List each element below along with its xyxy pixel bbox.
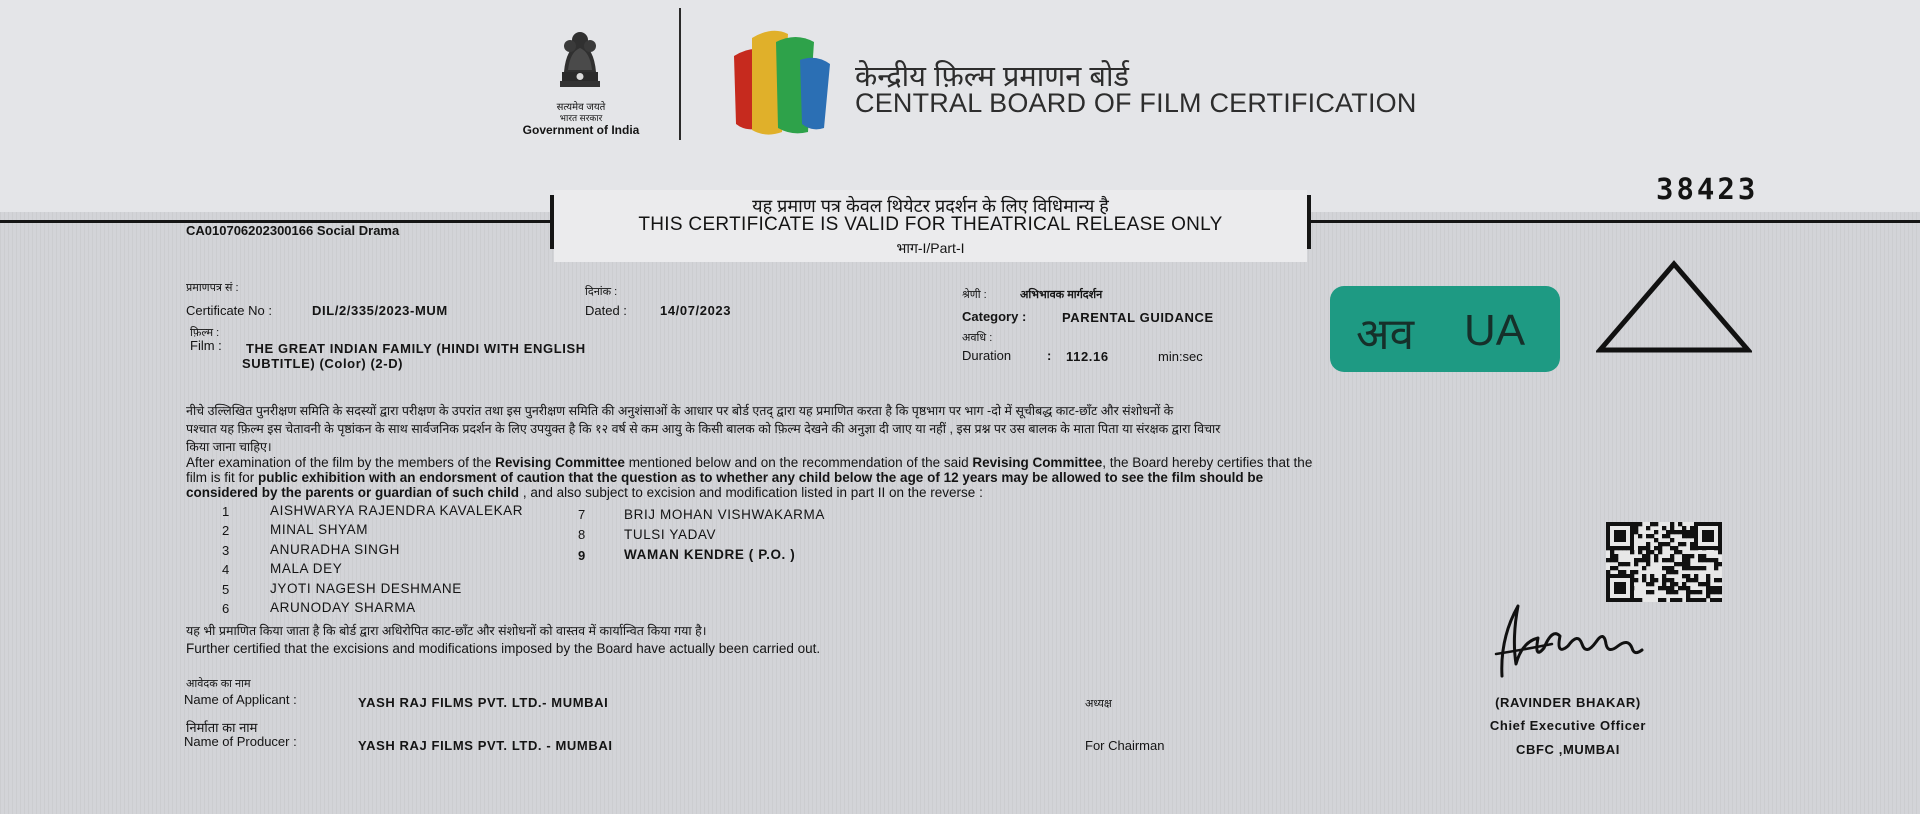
rating-badge [1330,286,1560,372]
film-strip-logo-icon [730,20,840,138]
applicant-hindi: आवेदक का नाम [186,678,251,690]
member-number: 1 [222,504,230,519]
duration-value: 112.16 [1066,349,1109,364]
category-value: PARENTAL GUIDANCE [1062,310,1214,325]
member-name: ANURADHA SINGH [270,542,400,557]
right-rule-line [1311,220,1920,223]
signatory-office: CBFC ,MUMBAI [1516,742,1620,757]
certificate-no-label: Certificate No : [186,303,272,318]
body-hindi-line2: पश्चात यह फ़िल्म इस चेतावनी के पृष्ठांकन के साथ सार्वजनिक प्रदर्शन के लिए उपयुक्त है कि १२ वर्ष से कम आयु के किसी बालक को फ़िल्म देखने की अनुज्ञा दी जाए या नहीं , इस प्रश्न पर उस बालक के माता पिता या संरक्षक द्वारा विचार [186,422,1221,436]
qr-code [1606,522,1722,602]
for-chairman-label: For Chairman [1085,738,1165,753]
rating-badge-hindi: अव [1356,310,1415,359]
dated-label: Dated : [585,303,627,318]
duration-colon: : [1047,348,1052,363]
duration-hindi: अवधि : [962,332,993,344]
cbfc-logo [730,20,840,138]
member-name: TULSI YADAV [624,527,717,542]
emblem-motto: सत्यमेव जयते [556,102,606,113]
body-p1-a: After examination of the film by the members of the [186,455,496,470]
film-label: Film : [190,338,222,353]
member-number: 9 [578,548,586,563]
category-hindi-value: अभिभावक मार्गदर्शन [1020,289,1103,301]
government-of-india-label: Government of India [522,123,640,137]
reference-code: CA010706202300166 Social Drama [186,223,400,238]
national-emblem [540,22,620,100]
board-name-hindi: केन्द्रीय फ़िल्म प्रमाणन बोर्ड [855,61,1129,93]
further-english: Further certified that the excisions and modifications imposed by the Board have actually been carried out. [186,641,821,656]
serial-number: 38423 [1656,172,1759,206]
dated-hindi: दिनांक : [585,286,618,298]
triangle-icon [1596,260,1752,356]
body-english-line3 [186,485,983,501]
member-name: MALA DEY [270,561,343,576]
producer-label: Name of Producer : [184,734,297,749]
board-name-english: CENTRAL BOARD OF FILM CERTIFICATION [855,88,1417,118]
member-number: 4 [222,562,230,577]
body-p1-e: , the Board hereby certifies that the [1102,455,1313,470]
body-p2-b: public exhibition with an endorsment of caution that the question as to whether any child below the age of 12 years may be allowed to see the film should be [258,470,1264,485]
body-hindi-line1: नीचे उल्लिखित पुनरीक्षण समिति के सदस्यों द्वारा परीक्षण के उपरांत तथा इस पुनरीक्षण समिति की अनुशंसाओं के आधार पर बोर्ड एतद् द्वारा यह प्रमाणित करता है कि पृष्ठभाग पर भाग -दो में सूचीबद्ध काट-छाँट और संशोधनों के [186,404,1174,418]
body-english-line2 [186,470,1263,486]
validity-english: THIS CERTIFICATE IS VALID FOR THEATRICAL RELEASE ONLY [638,214,1223,235]
further-hindi: यह भी प्रमाणित किया जाता है कि बोर्ड द्वारा अधिरोपित काट-छाँट और संशोधनों को वास्तव में कार्यान्वित किया गया है। [186,624,707,638]
signatory-name: (RAVINDER BHAKAR) [1495,695,1641,710]
body-hindi-line3: किया जाना चाहिए। [186,440,272,454]
banner-right-bar [1307,195,1311,249]
body-p2-a: film is fit for [186,470,259,485]
member-name: WAMAN KENDRE ( P.O. ) [624,547,796,562]
member-name: AISHWARYA RAJENDRA KAVALEKAR [270,503,524,518]
qr-code-icon [1606,522,1722,602]
body-p1-c: mentioned below and on the recommendation of the said [624,455,973,470]
body-p1-d: Revising Committee [972,455,1103,470]
validity-hindi: यह प्रमाण पत्र केवल थियेटर प्रदर्शन के लिए विधिमान्य है [752,196,1109,216]
member-number: 6 [222,601,230,616]
member-number: 5 [222,582,230,597]
member-name: MINAL SHYAM [270,522,369,537]
dated-value: 14/07/2023 [660,303,732,318]
member-name: ARUNODAY SHARMA [270,600,416,615]
lion-capital-icon [540,22,620,100]
certificate-no-value: DIL/2/335/2023-MUM [312,303,448,318]
signature [1482,598,1662,688]
body-p3-b: , and also subject to excision and modification listed in part II on the reverse : [519,485,983,500]
signatory-title: Chief Executive Officer [1489,718,1647,733]
producer-hindi: निर्माता का नाम [186,720,258,735]
rating-symbol [1596,260,1752,356]
member-name: BRIJ MOHAN VISHWAKARMA [624,507,825,522]
member-number: 8 [578,527,586,542]
rating-badge-english: UA [1464,306,1526,355]
member-number: 2 [222,523,230,538]
member-name: JYOTI NAGESH DESHMANE [270,581,462,596]
chairman-hindi: अध्यक्ष [1085,698,1112,710]
film-hindi: फ़िल्म : [190,327,220,339]
handwritten-signature [1482,598,1662,688]
body-p3-a: considered by the parents or guardian of such child [186,485,520,500]
category-label: Category : [962,309,1027,324]
category-hindi-label: श्रेणी : [962,289,987,301]
film-title-line2: SUBTITLE) (Color) (2-D) [242,356,404,371]
producer-value: YASH RAJ FILMS PVT. LTD. - MUMBAI [358,738,613,753]
body-p1-b: Revising Committee [495,455,625,470]
applicant-label: Name of Applicant : [184,692,297,707]
certificate-no-hindi: प्रमाणपत्र सं : [186,282,239,294]
film-title-line1: THE GREAT INDIAN FAMILY (HINDI WITH ENGLISH [246,341,586,356]
duration-label: Duration [962,348,1012,363]
emblem-hindi: भारत सरकार [559,113,603,123]
part-label: भाग-I/Part-I [896,240,965,256]
applicant-value: YASH RAJ FILMS PVT. LTD.- MUMBAI [358,695,609,710]
header-divider [679,8,681,140]
member-number: 3 [222,543,230,558]
duration-unit: min:sec [1158,349,1203,364]
member-number: 7 [578,507,586,522]
body-english-line1 [186,455,1312,471]
